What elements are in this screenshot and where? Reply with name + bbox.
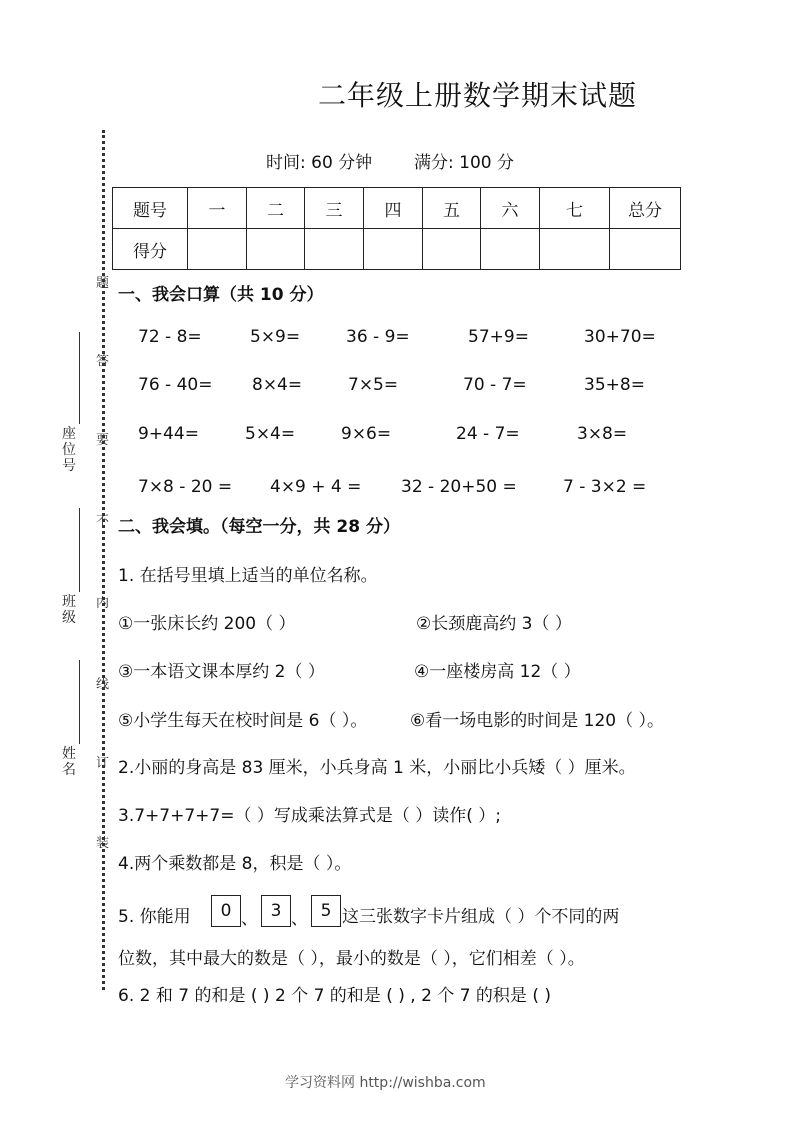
binding-char: 要 [96,433,110,448]
score-table-score-row [113,229,681,270]
question-5-line-2: 位数，其中最大的数是（ ），最小的数是（ ），它们相差（ ）。 [118,949,585,969]
score-table-header-cell: 六 [481,188,540,229]
binding-char: 题 [96,276,110,291]
question-3: 3.7+7+7+7=（ ）写成乘法算式是（ ）读作( ）; [118,806,502,826]
seat-number-label: 座位号 [62,426,76,474]
score-input-cell[interactable] [610,229,681,270]
binding-char: 装 [96,836,110,851]
mental-math-item: 76 - 40= [138,375,213,395]
score-input-cell[interactable] [247,229,305,270]
score-input-cell[interactable] [481,229,540,270]
mental-math-item: 7×8 - 20 = [138,477,233,497]
binding-char: 订 [96,756,110,771]
card-separator: 、 [241,909,258,929]
mental-math-item: 30+70= [584,327,656,347]
digit-card: 3 [261,895,291,927]
question-1-item: ⑤小学生每天在校时间是 6（ ）。 [118,711,368,731]
binding-char: 线 [96,677,110,692]
score-table-header-cell: 一 [188,188,247,229]
mental-math-item: 5×9= [250,327,301,347]
mental-math-item: 36 - 9= [346,327,410,347]
score-table-header-row [113,188,681,229]
section-2-heading: 二、我会填。（每空一分，共 28 分） [118,517,400,537]
mental-math-item: 32 - 20+50 = [401,477,517,497]
binding-char: 不 [96,514,110,529]
digit-card: 0 [211,895,241,927]
mental-math-item: 8×4= [252,375,303,395]
mental-math-item: 70 - 7= [463,375,527,395]
question-1-item: ③一本语文课本厚约 2（ ） [118,662,325,682]
question-1-item: ①一张床长约 200（ ） [118,614,296,634]
name-label: 姓名 [62,746,76,778]
card-separator: 、 [291,909,308,929]
score-table [112,187,681,270]
exam-full-score: 满分: 100 分 [414,153,514,173]
score-input-cell[interactable] [188,229,247,270]
score-table-header-cell: 题号 [113,188,188,229]
page-title: 二年级上册数学期末试题 [318,79,638,112]
score-input-cell[interactable] [364,229,423,270]
digit-card: 5 [311,895,341,927]
score-table-header-cell: 三 [305,188,364,229]
score-input-cell[interactable] [423,229,481,270]
mental-math-item: 9×6= [341,424,392,444]
mental-math-item: 72 - 8= [138,327,202,347]
binding-char: 答 [96,354,110,369]
section-1-heading: 一、我会口算（共 10 分） [118,285,324,305]
score-table-header-cell: 二 [247,188,305,229]
score-input-cell[interactable] [305,229,364,270]
binding-dotted-line [102,130,105,990]
score-table-header-cell: 四 [364,188,423,229]
mental-math-item: 24 - 7= [456,424,520,444]
mental-math-item: 7×5= [348,375,399,395]
mental-math-item: 9+44= [138,424,199,444]
mental-math-item: 4×9 + 4 = [270,477,362,497]
question-6: 6. 2 和 7 的和是 ( ) 2 个 7 的和是 ( ) , 2 个 7 的积是 ( ) [118,986,551,1006]
score-table-header-cell: 五 [423,188,481,229]
mental-math-item: 57+9= [468,327,529,347]
question-4: 4.两个乘数都是 8，积是（ ）。 [118,854,352,874]
question-2: 2.小丽的身高是 83 厘米，小兵身高 1 米，小丽比小兵矮（ ）厘米。 [118,758,636,778]
score-input-cell[interactable] [540,229,610,270]
question-5-suffix: 这三张数字卡片组成（ ）个不同的两 [342,907,620,927]
footer-source: 学习资料网 http://wishba.com [285,1075,486,1091]
exam-time: 时间: 60 分钟 [266,153,373,173]
question-1-item: ④一座楼房高 12（ ） [414,662,581,682]
mental-math-item: 7 - 3×2 = [563,477,647,497]
class-label: 班级 [62,594,76,626]
name-field[interactable] [79,660,80,744]
class-field[interactable] [79,508,80,592]
mental-math-item: 5×4= [245,424,296,444]
score-table-row-label: 得分 [113,229,188,270]
question-5-prefix: 5. 你能用 [118,907,191,927]
question-1-item: ⑥看一场电影的时间是 120（ ）。 [410,711,664,731]
mental-math-item: 3×8= [577,424,628,444]
question-1: 1. 在括号里填上适当的单位名称。 [118,566,378,586]
question-1-item: ②长颈鹿高约 3（ ） [416,614,572,634]
score-table-header-cell: 总分 [610,188,681,229]
mental-math-item: 35+8= [584,375,645,395]
binding-char: 内 [96,596,110,611]
score-table-header-cell: 七 [540,188,610,229]
seat-number-field[interactable] [79,332,80,424]
